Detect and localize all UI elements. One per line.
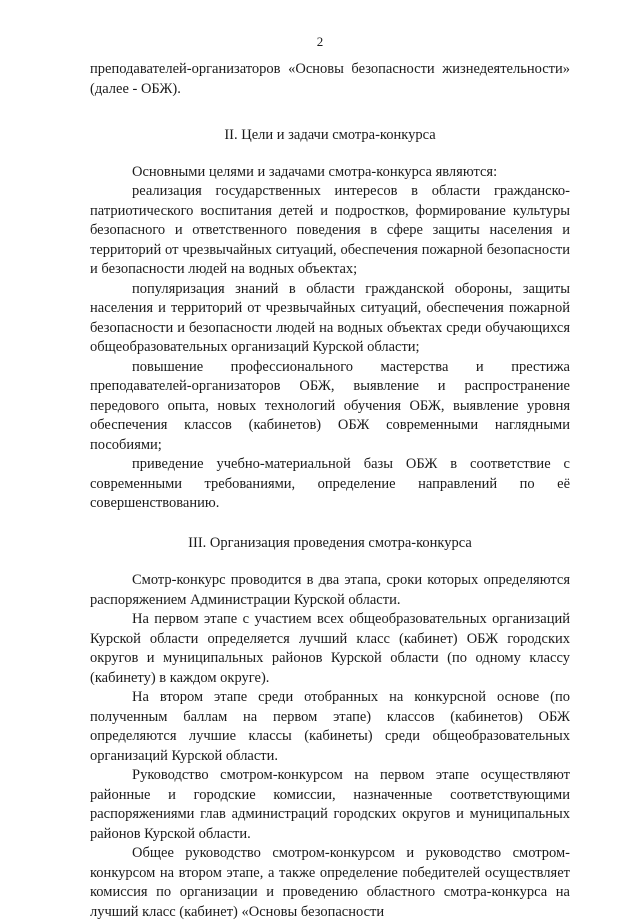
paragraph: На первом этапе с участием всех общеобразовательных организаций Курской области определяется лучший класс (кабинет) ОБЖ городских округов и муниципальных районов Курской области (по одному классу (кабинету) в каждом округе). (90, 611, 570, 686)
paragraph: реализация государственных интересов в области гражданско-патриотического воспитания детей и подростков, формирование культуры безопасного и ответственного поведения в сфере защиты населения и территорий от чрезвычайных ситуаций, обеспечения пожарной безопасности и безопасности людей на водных объектах; (90, 183, 570, 277)
page-number: 2 (316, 34, 324, 49)
paragraph: На втором этапе среди отобранных на конкурсной основе (по полученным баллам на первом этапе) классов (кабинетов) ОБЖ определяются лучшие классы (кабинеты) среди общеобразовательных организаций Курской области. (90, 689, 570, 764)
section-3-heading: III. Организация проведения смотра-конкурса (188, 534, 472, 551)
paragraph: повышение профессионального мастерства и престижа преподавателей-организаторов ОБЖ, выявление и распространение передового опыта, новых технологий обучения ОБЖ, выявление уровня обеспечения классов (кабинетов) ОБЖ современными наглядными пособиями; (90, 358, 570, 453)
spacer (90, 553, 570, 571)
paragraph: популяризация знаний в области гражданской обороны, защиты населения и территорий от чрезвычайных ситуаций, обеспечения пожарной безопасности и безопасности людей на водных объектах среди обучающихся общеобразовательных организаций Курской области; (90, 280, 570, 355)
paragraph: Руководство смотром-конкурсом на первом этапе осуществляют районные и городские комиссии, назначенные соответствующими распоряжениями глав администраций городских округов и муниципальных районов Курской области. (90, 767, 570, 842)
paragraph: Смотр-конкурс проводится в два этапа, сроки которых определяются распоряжением Администрации Курской области. (90, 572, 570, 608)
spacer (90, 99, 570, 126)
spacer (90, 514, 570, 534)
paragraph: приведение учебно-материальной базы ОБЖ в соответствие с современными требованиями, определение направлений по её совершенствованию. (90, 456, 570, 511)
spacer (90, 146, 570, 163)
paragraph: Основными целями и задачами смотра-конкурса являются: (132, 163, 498, 180)
document-body (90, 60, 570, 922)
paragraph: Общее руководство смотром-конкурсом и руководство смотром-конкурсом на втором этапе, а также определение победителей осуществляет комиссия по организации и проведению областного смотра-конкурса на лучший класс (кабинет) «Основы безопасности (90, 845, 570, 920)
section-2-heading: II. Цели и задачи смотра-конкурса (224, 127, 436, 143)
intro-paragraph: преподавателей-организаторов «Основы безопасности жизнедеятельности» (далее - ОБЖ). (90, 61, 570, 97)
